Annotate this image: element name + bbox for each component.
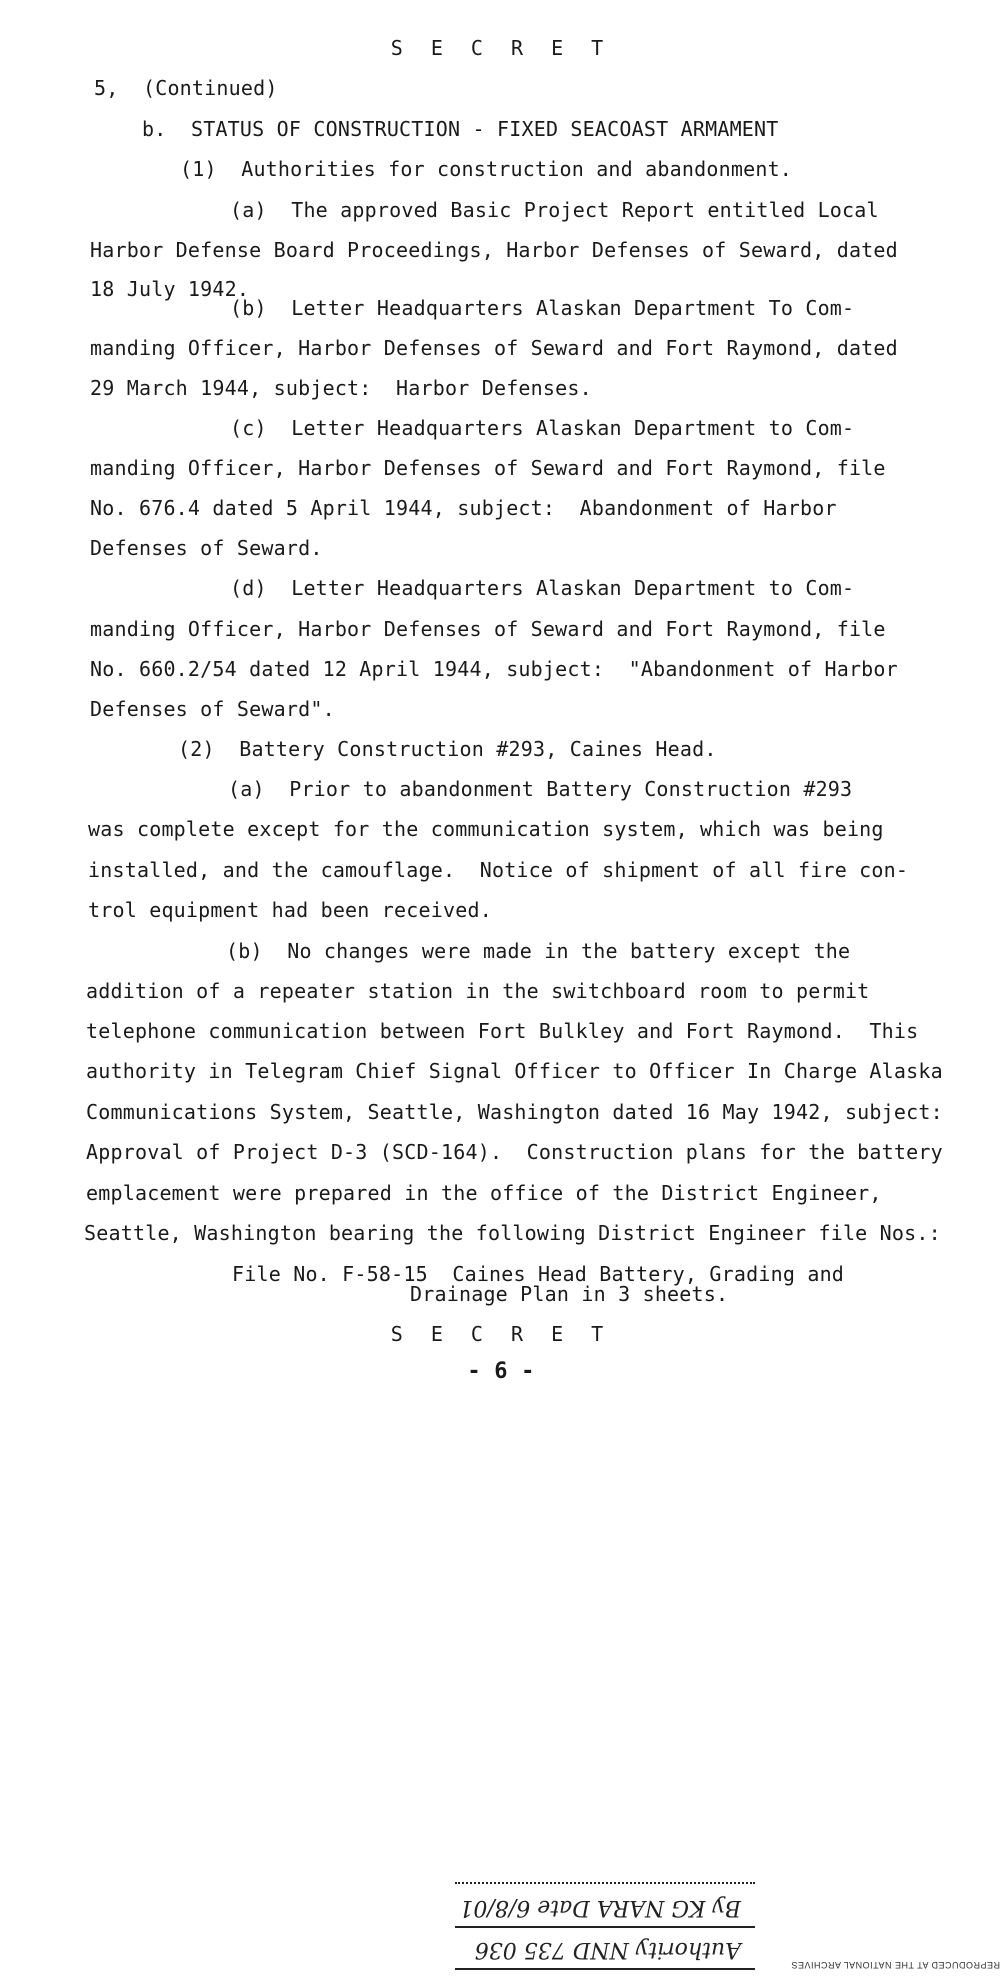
text-line: emplacement were prepared in the office of the District Engineer, — [86, 1181, 882, 1205]
text-line: (a) The approved Basic Project Report entitled Local — [230, 198, 879, 222]
subsection-heading: (2) Battery Construction #293, Caines Head. — [178, 737, 717, 761]
file-entry-continued: Drainage Plan in 3 sheets. — [410, 1282, 729, 1306]
text-line: 29 March 1944, subject: Harbor Defenses. — [90, 376, 592, 400]
file-entry: File No. F-58-15 Caines Head Battery, Grading and — [232, 1262, 845, 1286]
classification-footer: S E C R E T — [390, 1322, 612, 1346]
section-heading: b. STATUS OF CONSTRUCTION - FIXED SEACOAST ARMAMENT — [142, 117, 779, 141]
text-line: addition of a repeater station in the switchboard room to permit — [86, 979, 870, 1003]
text-line: No. 676.4 dated 5 April 1944, subject: Abandonment of Harbor — [90, 496, 837, 520]
text-line: Harbor Defense Board Proceedings, Harbor Defenses of Seward, dated — [90, 238, 898, 262]
text-line: manding Officer, Harbor Defenses of Seward and Fort Raymond, file — [90, 456, 886, 480]
archives-note: REPRODUCED AT THE NATIONAL ARCHIVES — [790, 1960, 1000, 1970]
text-line: manding Officer, Harbor Defenses of Seward and Fort Raymond, file — [90, 617, 886, 641]
text-line: trol equipment had been received. — [88, 898, 492, 922]
stamp-authority-line: Authority NND 735 036 — [474, 1937, 741, 1962]
text-line: Defenses of Seward. — [90, 536, 323, 560]
text-line: (c) Letter Headquarters Alaskan Department to Com- — [230, 416, 855, 440]
classification-header: S E C R E T — [390, 36, 612, 60]
text-line: Seattle, Washington bearing the following District Engineer file Nos.: — [84, 1221, 941, 1245]
section-continued: 5, (Continued) — [94, 76, 278, 100]
text-line: Defenses of Seward". — [90, 697, 335, 721]
stamp-date-line: By KG NARA Date 6/8/01 — [459, 1895, 741, 1920]
text-line: was complete except for the communication system, which was being — [88, 817, 884, 841]
text-line: manding Officer, Harbor Defenses of Seward and Fort Raymond, dated — [90, 336, 898, 360]
text-line: installed, and the camouflage. Notice of shipment of all fire con- — [88, 858, 909, 882]
text-line: (b) No changes were made in the battery except the — [226, 939, 851, 963]
text-line: Approval of Project D-3 (SCD-164). Construction plans for the battery — [86, 1140, 943, 1164]
page-number: - 6 - — [467, 1359, 535, 1384]
subsection-heading: (1) Authorities for construction and abandonment. — [180, 157, 793, 181]
text-line: telephone communication between Fort Bulkley and Fort Raymond. This — [86, 1019, 919, 1043]
text-line: Communications System, Seattle, Washington dated 16 May 1942, subject: — [86, 1100, 943, 1124]
text-line: authority in Telegram Chief Signal Officer to Officer In Charge Alaska — [86, 1059, 943, 1083]
declassification-stamp — [455, 1868, 755, 1976]
text-line: No. 660.2/54 dated 12 April 1944, subject: "Abandonment of Harbor — [90, 657, 898, 681]
text-line: (b) Letter Headquarters Alaskan Department To Com- — [230, 296, 855, 320]
text-line: 18 July 1942. — [90, 277, 250, 301]
text-line: (d) Letter Headquarters Alaskan Department to Com- — [230, 576, 855, 600]
text-line: (a) Prior to abandonment Battery Construction #293 — [228, 777, 853, 801]
